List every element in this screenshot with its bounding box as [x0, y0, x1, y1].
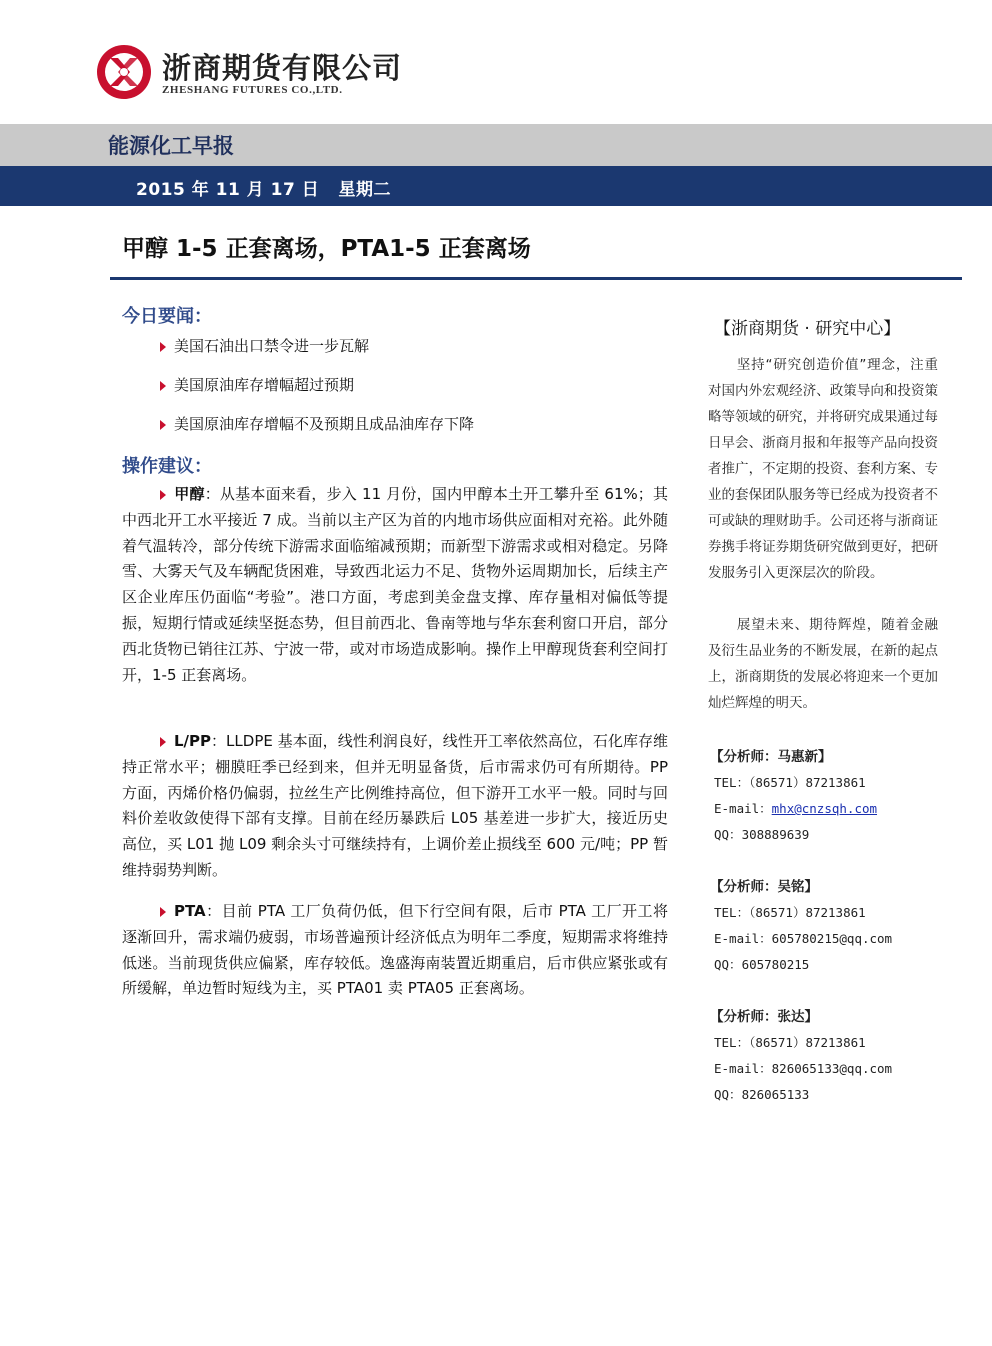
tel-label: TEL： — [714, 905, 750, 920]
research-center-outlook — [708, 612, 938, 716]
qq-value: 826065133 — [741, 1087, 810, 1102]
email-label: E-mail： — [714, 801, 772, 816]
bullet-arrow-icon — [160, 907, 166, 917]
research-center-intro-text: 坚持“研究创造价值”理念，注重对国内外宏观经济、政策导向和投资策略等领域的研究，并将研究成果通过每日早会、浙商月报和年报等产品向投资者推广，不定期的投资、套利方案、专业的套保团队服务等已经成为投资者不可或缺的理财助手。公司还将与浙商证券携手将证券期货研究做到更好，把研发服务引入更深层次的阶段。 — [708, 357, 938, 581]
bullet-arrow-icon — [160, 737, 166, 747]
tel-label: TEL： — [714, 1035, 750, 1050]
news-item-text: 美国原油库存增幅不及预期且成品油库存下降 — [174, 415, 475, 433]
tel-value: （86571）87213861 — [749, 1035, 866, 1050]
news-item — [160, 374, 354, 395]
news-item — [160, 413, 474, 434]
methanol-body: ：从基本面来看，步入 11 月份，国内甲醇本土开工攀升至 61%；其中西北开工水平接近 7 成。当前以主产区为首的内地市场供应面相对充裕。此外随着气温转冷，部分传统下游需求面临缩减预期；而新型下游需求或相对稳定。另降雪、大雾天气及车辆配货困难，导致西北运力不足、货物外运周期加长，后续主产区企业库压仍面临“考验”。港口方面，考虑到美金盘支撑、库存量相对偏低等提振，短期行情或延续坚挺态势，但目前西北、鲁南等地与华东套利窗口开启，部分西北货物已销往江苏、宁波一带，或对市场造成影响。操作上甲醇现货套利空间打开，1-5 正套离场。 — [122, 485, 668, 684]
report-title: 能源化工早报 — [108, 134, 234, 158]
qq-label: QQ： — [714, 957, 742, 972]
analyst-email — [714, 799, 877, 817]
qq-value: 605780215 — [741, 957, 810, 972]
analyst-name: 【分析师：吴铭】 — [710, 879, 818, 895]
news-item-text: 美国原油库存增幅超过预期 — [174, 376, 355, 394]
page-headline: 甲醇 1-5 正套离场，PTA1-5 正套离场 — [122, 236, 531, 262]
company-name-cn: 浙商期货有限公司 — [162, 51, 403, 85]
research-center-intro — [708, 352, 938, 586]
lpp-lead: L/PP — [174, 732, 212, 750]
analyst-email — [714, 929, 892, 947]
headline-divider — [110, 277, 962, 280]
analyst-qq — [714, 1085, 809, 1103]
analyst-tel — [714, 1033, 866, 1051]
email-link[interactable]: mhx@cnzsqh.com — [771, 801, 878, 816]
methanol-paragraph — [122, 482, 668, 688]
analyst-name: 【分析师：张达】 — [710, 1009, 818, 1025]
bullet-arrow-icon — [160, 420, 166, 430]
analyst-name: 【分析师：马惠新】 — [710, 749, 832, 765]
tel-value: （86571）87213861 — [749, 905, 866, 920]
report-date: 2015 年 11 月 17 日 星期二 — [136, 180, 391, 200]
research-center-outlook-text: 展望未来、期待辉煌，随着金融及衍生品业务的不断发展，在新的起点上，浙商期货的发展必将迎来一个更加灿烂辉煌的明天。 — [708, 617, 938, 711]
news-item — [160, 335, 369, 356]
lpp-body: ：LLDPE 基本面，线性利润良好，线性开工率依然高位，石化库存维持正常水平；棚膜旺季已经到来，但并无明显备货，后市需求仍可有所期待。PP 方面，丙烯价格仍偏弱，拉丝生产比例维持高位，但下游开工水平一般。同时与回料价差收敛使得下部有支撑。目前在经历暴跌后 L05 基差进一步扩大，接近历史高位，买 L01 抛 L09 剩余头寸可继续持有，上调价差止损线至 600 元/吨；PP 暂维持弱势判断。 — [122, 732, 668, 879]
email-label: E-mail： — [714, 931, 772, 946]
news-section-title: 今日要闻： — [122, 306, 212, 327]
qq-label: QQ： — [714, 827, 742, 842]
tel-label: TEL： — [714, 775, 750, 790]
email-label: E-mail： — [714, 1061, 772, 1076]
methanol-lead: 甲醇 — [174, 485, 205, 503]
qq-label: QQ： — [714, 1087, 742, 1102]
research-center-title: 【浙商期货 · 研究中心】 — [714, 319, 901, 339]
pta-body: ：目前 PTA 工厂负荷仍低，但下行空间有限，后市 PTA 工厂开工将逐渐回升，需求端仍疲弱，市场普遍预计经济低点为明年二季度，短期需求将维持低迷。当前现货供应偏紧，库存较低。逸盛海南装置近期重启，后市供应紧张或有所缓解，单边暂时短线为主，买 PTA01 卖 PTA05 正套离场。 — [122, 902, 668, 998]
analyst-tel — [714, 903, 866, 921]
lpp-paragraph — [122, 729, 668, 884]
email-value: 605780215@qq.com — [771, 931, 893, 946]
analyst-email — [714, 1059, 892, 1077]
analyst-qq — [714, 825, 809, 843]
analyst-qq — [714, 955, 809, 973]
company-name-en: ZHESHANG FUTURES CO.,LTD. — [162, 84, 343, 96]
bullet-arrow-icon — [160, 342, 166, 352]
company-logo-icon — [96, 44, 152, 100]
pta-paragraph — [122, 899, 668, 1002]
pta-lead: PTA — [174, 902, 206, 920]
news-item-text: 美国石油出口禁令进一步瓦解 — [174, 337, 370, 355]
analyst-tel — [714, 773, 866, 791]
tel-value: （86571）87213861 — [749, 775, 866, 790]
email-value: 826065133@qq.com — [771, 1061, 893, 1076]
bullet-arrow-icon — [160, 381, 166, 391]
qq-value: 308889639 — [741, 827, 810, 842]
advice-section-title: 操作建议： — [122, 456, 212, 477]
bullet-arrow-icon — [160, 490, 166, 500]
